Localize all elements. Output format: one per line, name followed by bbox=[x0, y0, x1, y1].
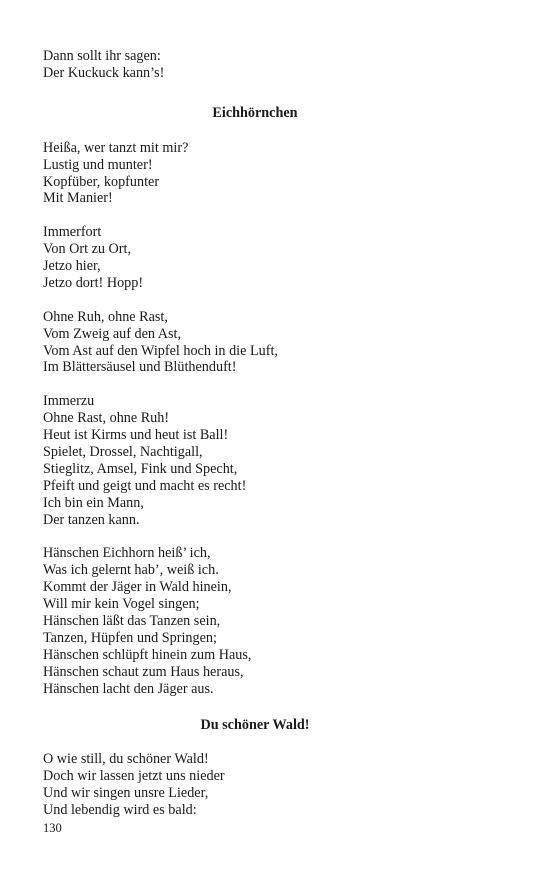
verse-line: Jetzo hier, bbox=[43, 258, 101, 275]
verse-line: Und wir singen unsre Lieder, bbox=[43, 785, 209, 802]
poem-title-eichhoernchen: Eichhörnchen bbox=[212, 104, 298, 121]
verse-line: Hänschen läßt das Tanzen sein, bbox=[43, 613, 221, 630]
verse-line: O wie still, du schöner Wald! bbox=[43, 751, 209, 768]
verse-line: Hänschen lacht den Jäger aus. bbox=[43, 680, 214, 697]
verse-line: Im Blättersäusel und Blüthenduft! bbox=[43, 359, 237, 376]
verse-line: Hänschen schaut zum Haus heraus, bbox=[43, 663, 244, 680]
poem1-stanza-5 bbox=[43, 545, 513, 697]
poem2-stanza-1 bbox=[43, 751, 513, 819]
verse-line: Hänschen schlüpft hinein zum Haus, bbox=[43, 646, 252, 663]
verse-line: Und lebendig wird es bald: bbox=[43, 802, 197, 819]
poem1-stanza-1 bbox=[43, 140, 513, 208]
verse-line: Dann sollt ihr sagen: bbox=[43, 48, 161, 64]
verse-line: Vom Ast auf den Wipfel hoch in die Luft, bbox=[43, 342, 278, 359]
verse-line: Ohne Ruh, ohne Rast, bbox=[43, 308, 168, 325]
verse-line: Ohne Rast, ohne Ruh! bbox=[43, 410, 170, 427]
verse-line: Heißa, wer tanzt mit mir? bbox=[43, 139, 189, 156]
verse-line: Stieglitz, Amsel, Fink und Specht, bbox=[43, 460, 238, 477]
page-body bbox=[43, 48, 513, 819]
verse-line: Spielet, Drossel, Nachtigall, bbox=[43, 443, 203, 460]
verse-line: Mit Manier! bbox=[43, 190, 113, 207]
page-number: 130 bbox=[43, 821, 62, 835]
poem1-stanza-2 bbox=[43, 224, 513, 292]
verse-line: Immerfort bbox=[43, 224, 102, 241]
intro-stanza bbox=[43, 48, 513, 82]
verse-line: Was ich gelernt hab’, weiß ich. bbox=[43, 562, 219, 579]
verse-line: Lustig und munter! bbox=[43, 156, 153, 173]
verse-line: Kommt der Jäger in Wald hinein, bbox=[43, 579, 232, 596]
verse-line: Will mir kein Vogel singen; bbox=[43, 596, 200, 613]
verse-line: Kopfüber, kopfunter bbox=[43, 173, 160, 190]
verse-line: Ich bin ein Mann, bbox=[43, 494, 144, 511]
verse-line: Von Ort zu Ort, bbox=[43, 241, 132, 258]
verse-line: Tanzen, Hüpfen und Springen; bbox=[43, 629, 217, 646]
poem1-stanza-3 bbox=[43, 309, 513, 377]
verse-line: Vom Zweig auf den Ast, bbox=[43, 325, 182, 342]
verse-line: Der tanzen kann. bbox=[43, 511, 140, 528]
verse-line: Pfeift und geigt und macht es recht! bbox=[43, 477, 247, 494]
verse-line: Immerzu bbox=[43, 393, 95, 410]
poem1-stanza-4 bbox=[43, 393, 513, 528]
verse-line: Heut ist Kirms und heut ist Ball! bbox=[43, 427, 229, 444]
poem-title-du-schoener-wald: Du schöner Wald! bbox=[200, 716, 310, 733]
verse-line: Der Kuckuck kann’s! bbox=[43, 64, 165, 81]
verse-line: Doch wir lassen jetzt uns nieder bbox=[43, 768, 225, 785]
verse-line: Jetzo dort! Hopp! bbox=[43, 274, 144, 291]
verse-line: Hänschen Eichhorn heiß’ ich, bbox=[43, 545, 211, 562]
